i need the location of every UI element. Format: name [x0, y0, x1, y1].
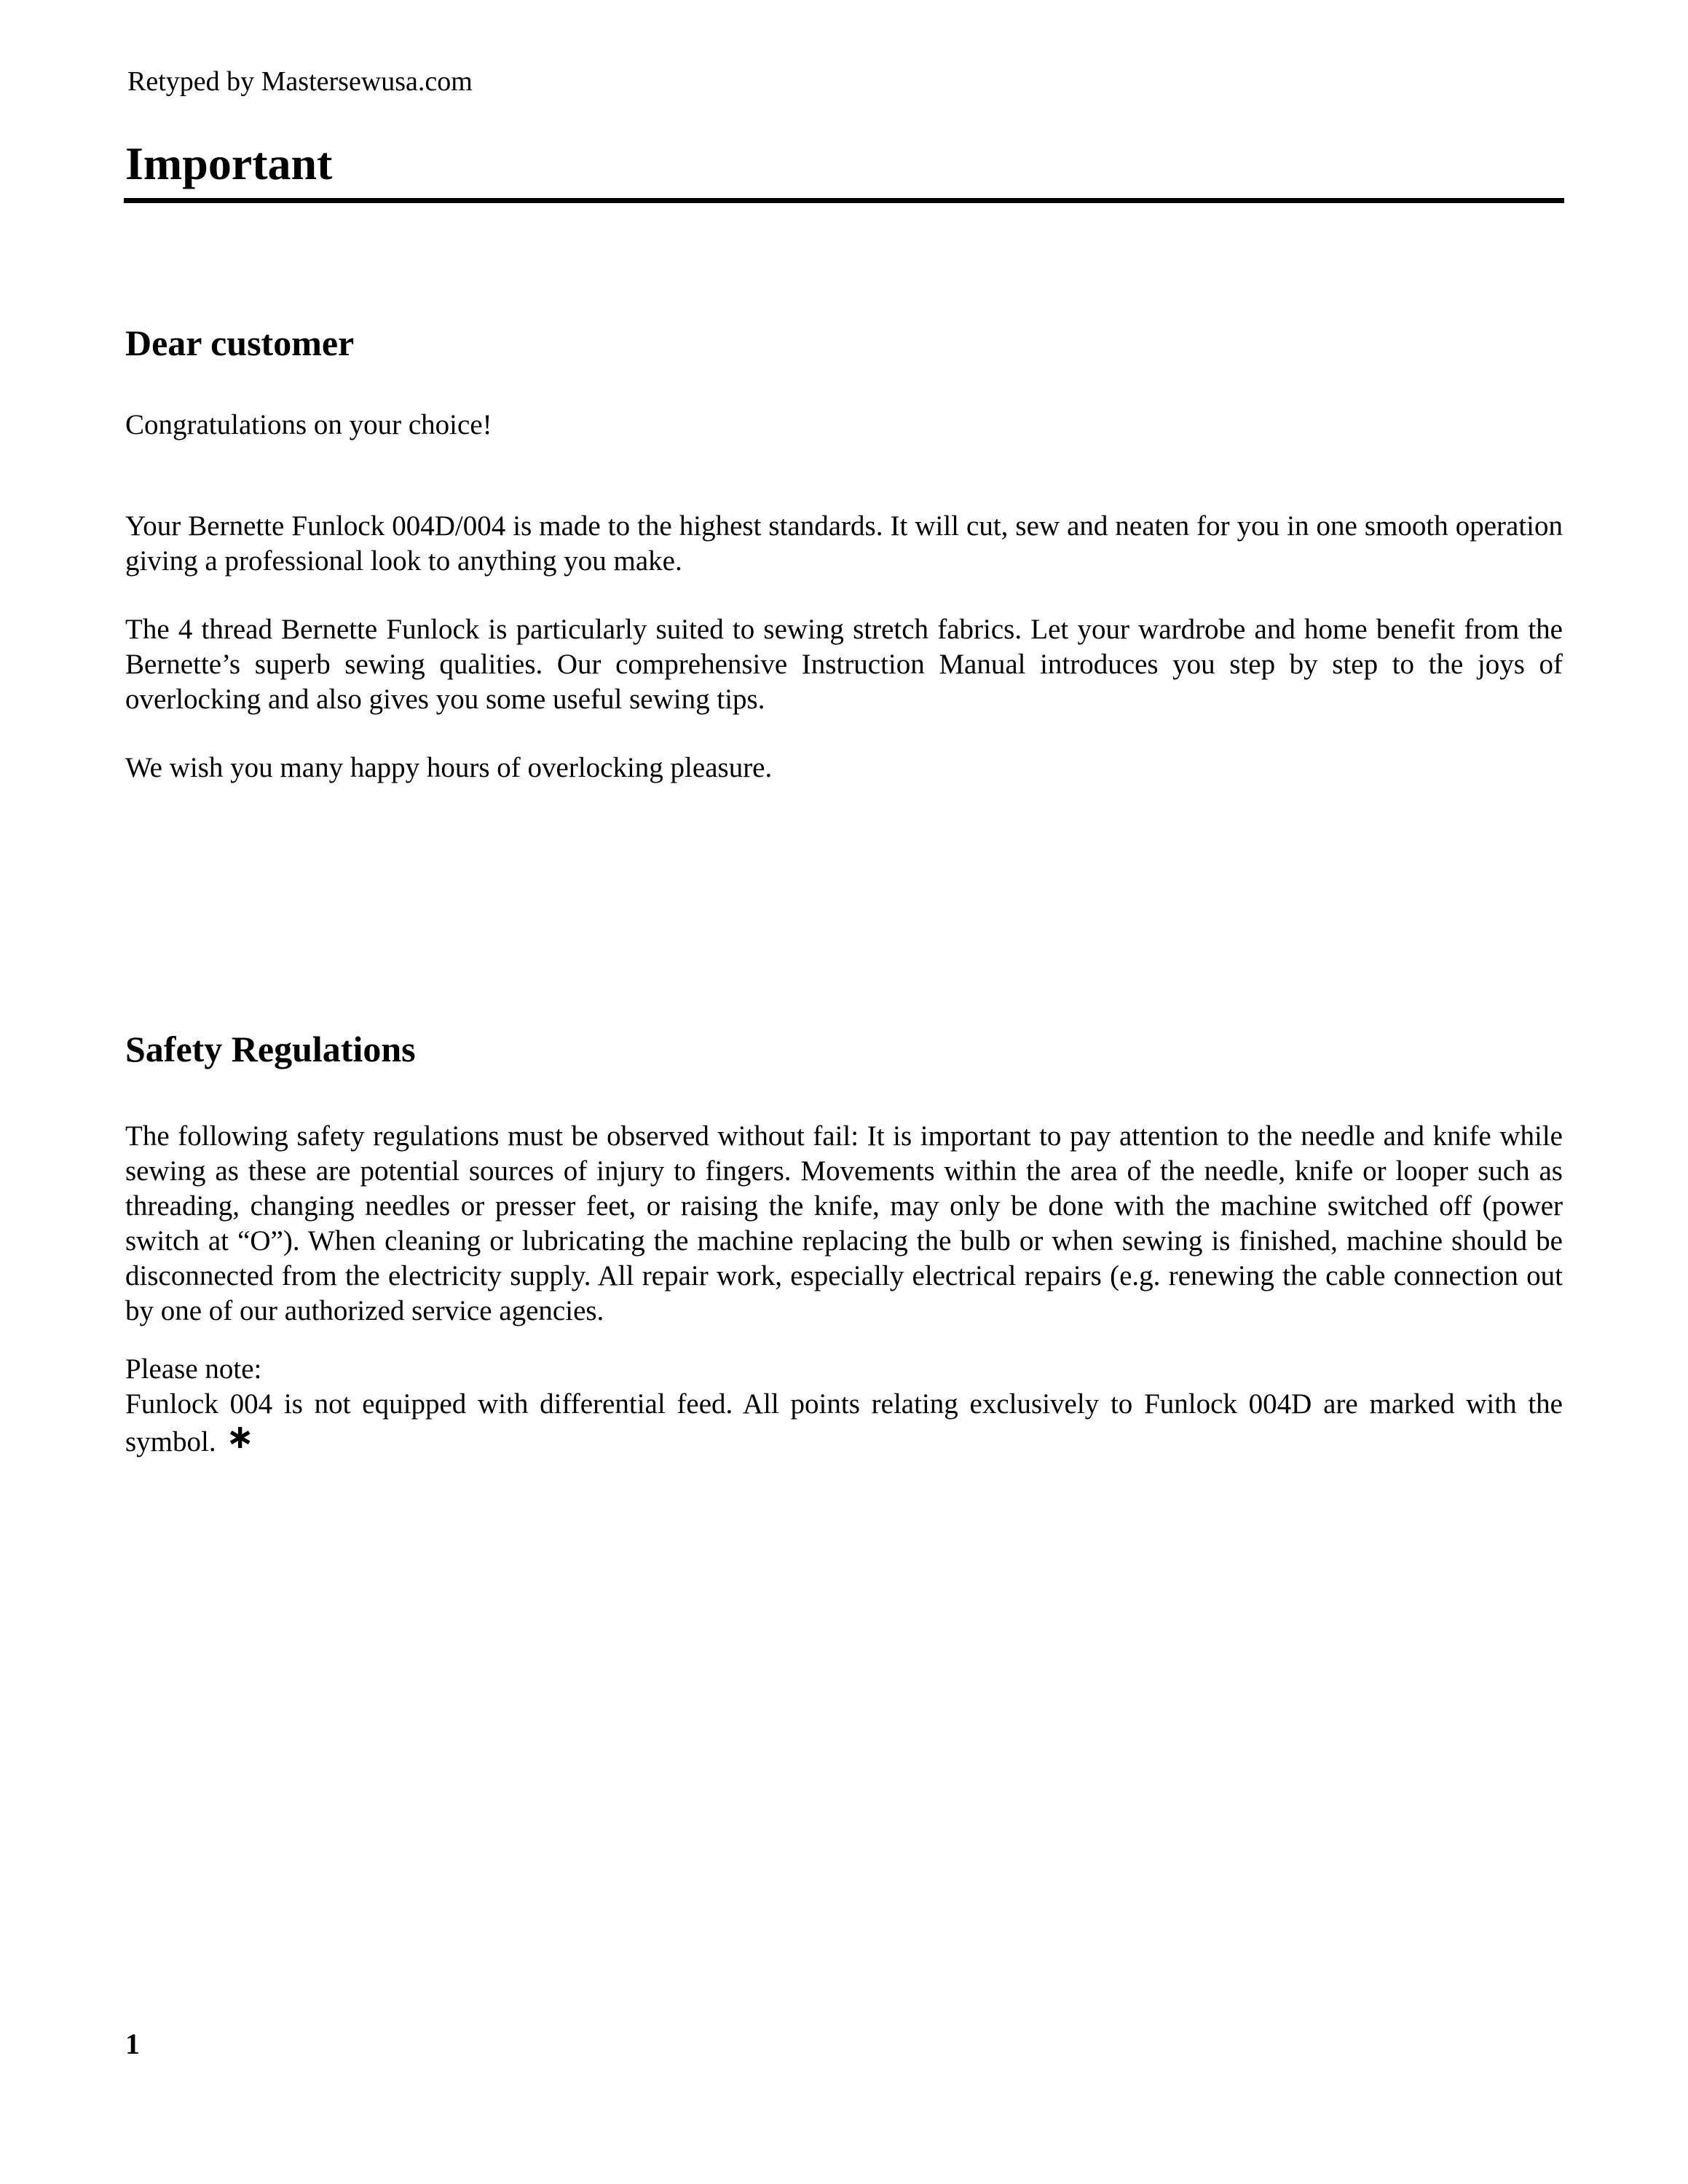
- intro-paragraph-1: Your Bernette Funlock 004D/004 is made to the highest standards. It will cut, sew and neaten for you in one smooth operation giving a professional look to anything you make.: [125, 510, 1563, 577]
- greeting-text: Congratulations on your choice!: [125, 409, 492, 440]
- please-note-text: [125, 1387, 1563, 1460]
- title-underline-rule: [124, 198, 1564, 203]
- page-title: Important: [125, 138, 333, 189]
- dear-customer-heading: Dear customer: [125, 323, 355, 363]
- safety-regulations-heading: Safety Regulations: [125, 1029, 416, 1069]
- please-note-label: Please note:: [125, 1353, 262, 1385]
- asterisk-symbol-icon: ∗: [226, 1417, 254, 1456]
- page-number: 1: [125, 2027, 140, 2060]
- intro-paragraph-2: The 4 thread Bernette Funlock is particularly suited to sewing stretch fabrics. Let your wardrobe and home benefit from the Bernette’s superb sewing qualities. Our comprehensive Instruction Manual introduces you step by step to the joys of overlocking and also gives you some useful sewing tips.: [125, 614, 1563, 715]
- please-note-body: Funlock 004 is not equipped with differential feed. All points relating exclusively to Funlock 004D are marked with the symbol.: [125, 1388, 1563, 1457]
- intro-paragraph-3: We wish you many happy hours of overlocking pleasure.: [125, 752, 773, 783]
- safety-regulations-body: The following safety regulations must be observed without fail: It is important to pay attention to the needle and knife while sewing as these are potential sources of injury to fingers. Movements within the area of the needle, knife or looper such as threading, changing needles or presser feet, or raising the knife, may only be done with the machine switched off (power switch at “O”). When cleaning or lubricating the machine replacing the bulb or when sewing is finished, machine should be disconnected from the electricity supply. All repair work, especially electrical repairs (e.g. renewing the cable connection out by one of our authorized service agencies.: [125, 1120, 1563, 1326]
- retyped-by-note: Retyped by Mastersewusa.com: [127, 66, 473, 97]
